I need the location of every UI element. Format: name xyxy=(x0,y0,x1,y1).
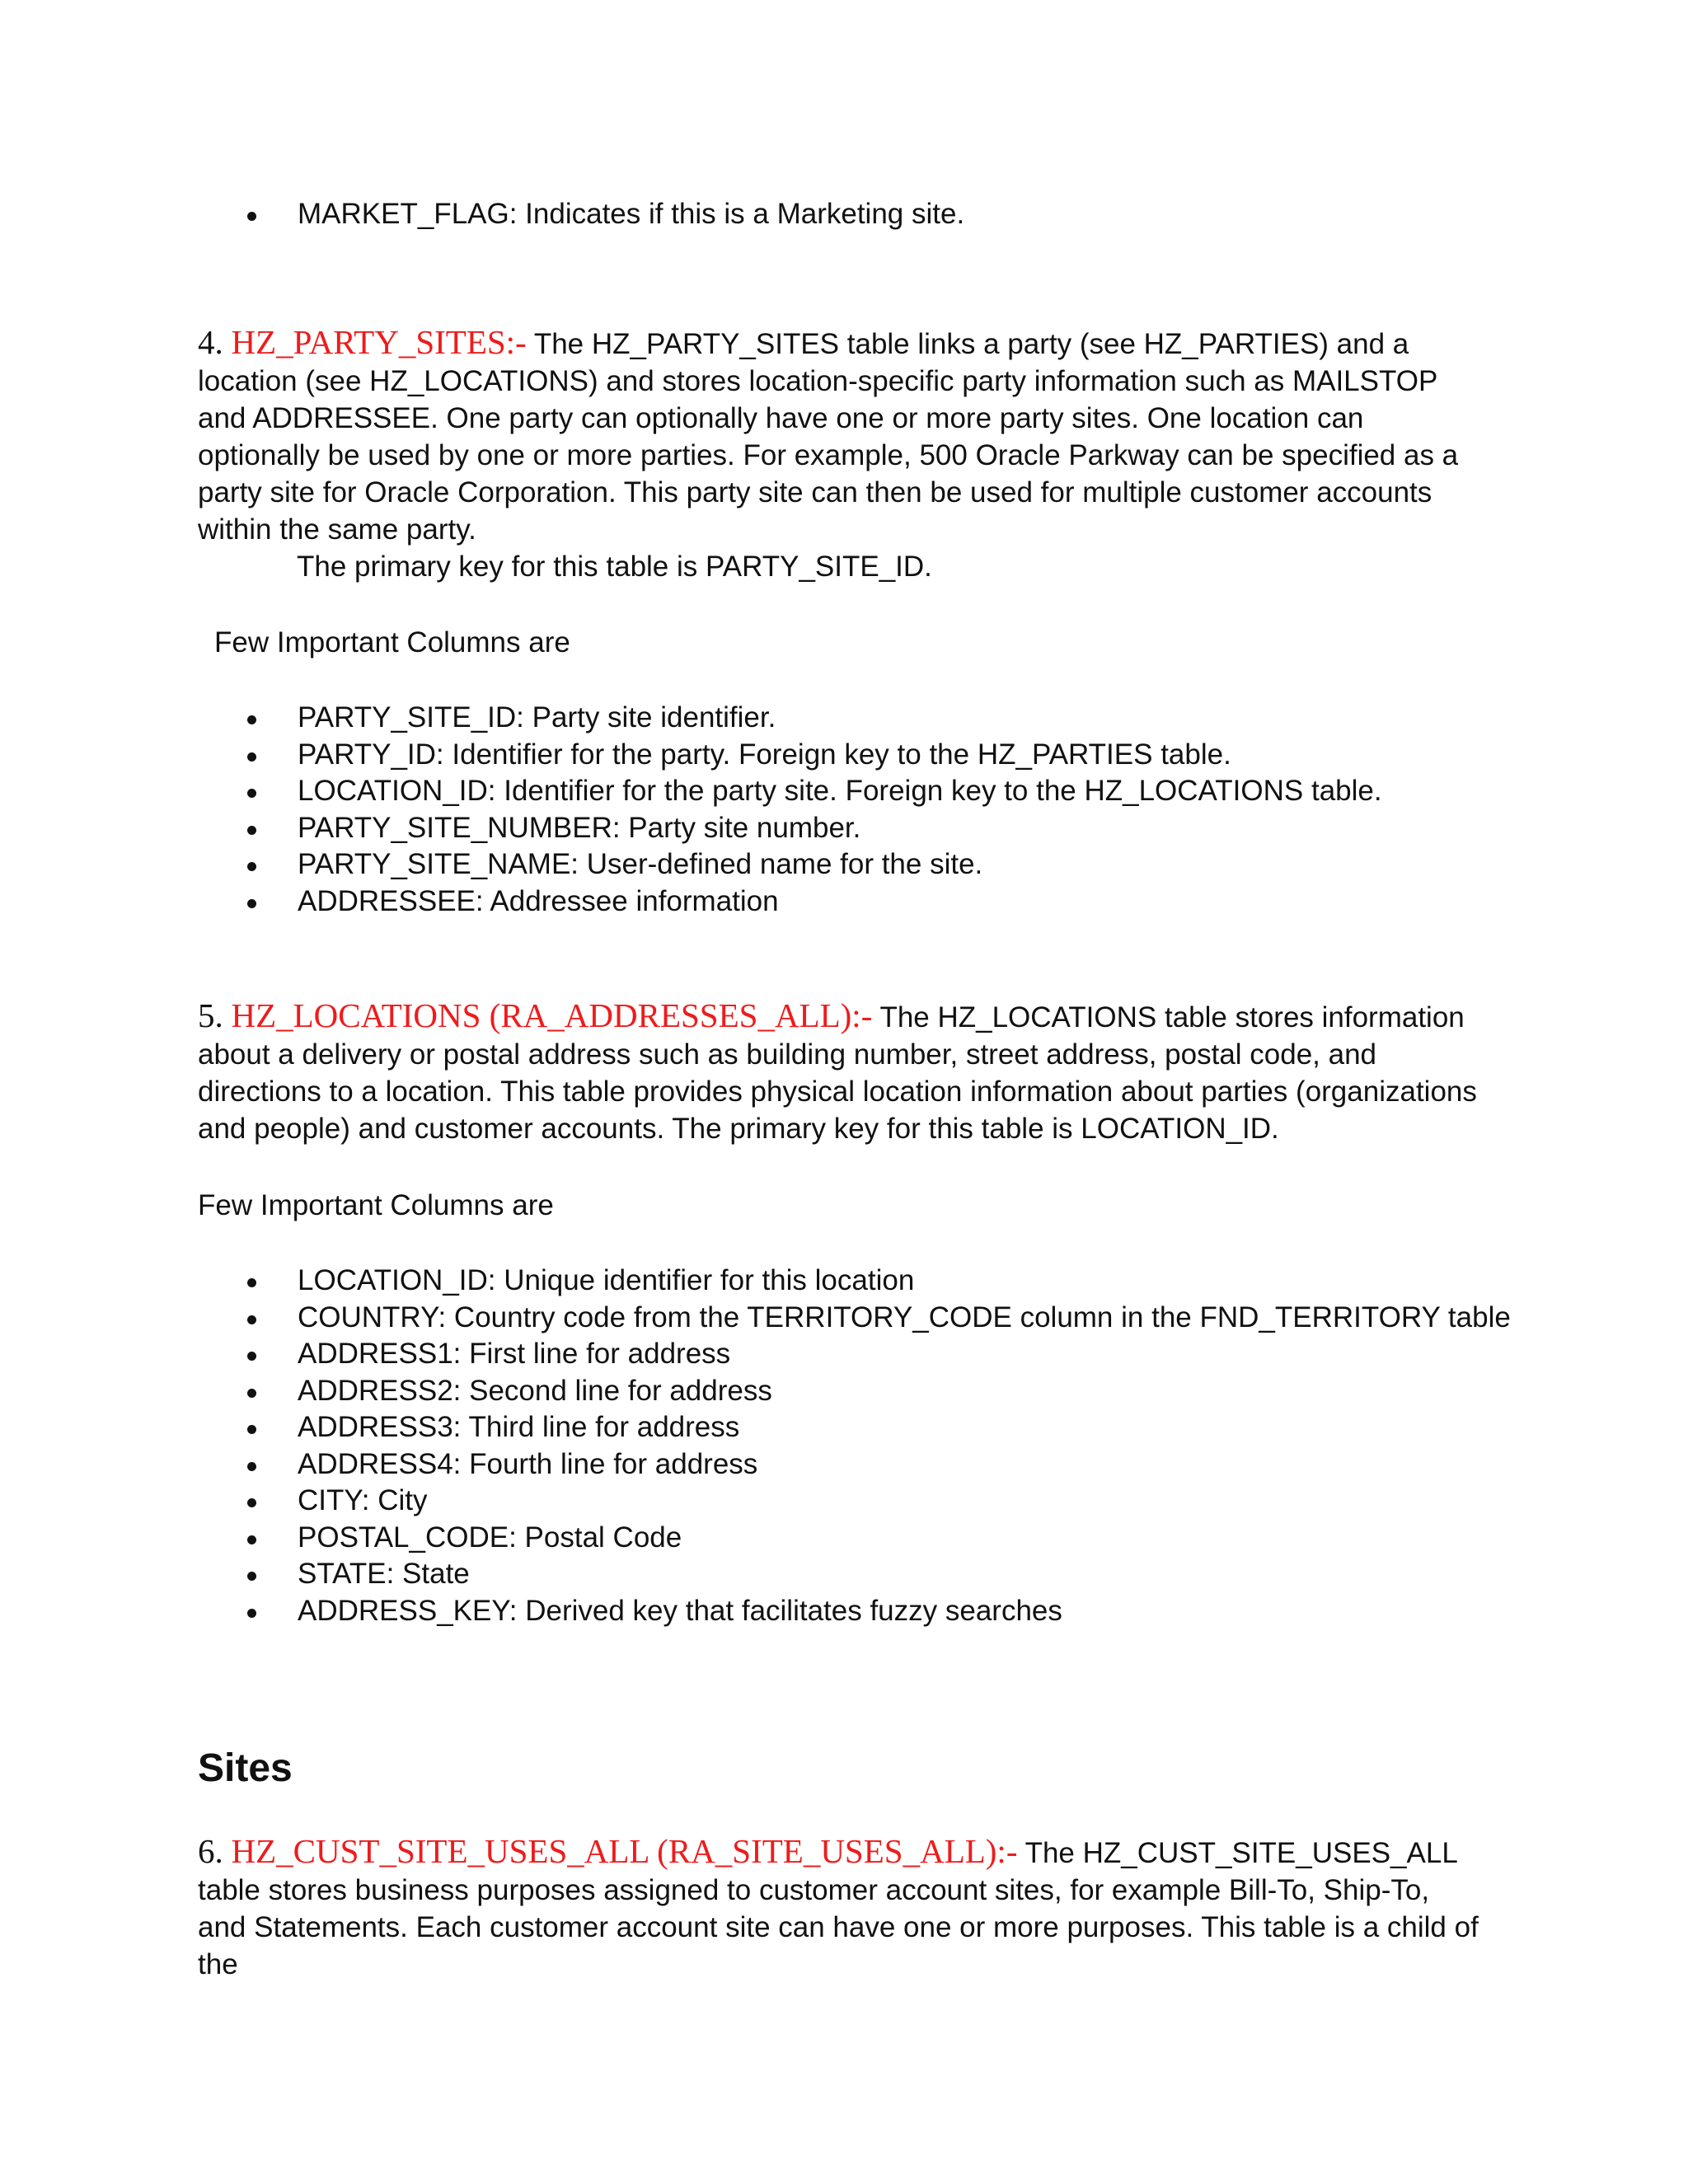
section-6-paragraph xyxy=(198,1833,1484,1983)
section-6-table-name: HZ_CUST_SITE_USES_ALL (RA_SITE_USES_ALL):- xyxy=(231,1832,1018,1870)
list-item: ADDRESS2: Second line for address xyxy=(198,1373,1511,1410)
section-4-description: The HZ_PARTY_SITES table links a party (see HZ_PARTIES) and a location (see HZ_LOCATIONS) and stores location-specific party information such as MAILSTOP and ADDRESSEE. One party can optionally have one or more party sites. One location can optionally be used by one or more parties. For example, 500 Oracle Parkway can be specified as a party site for Oracle Corporation. This party site can then be used for multiple customer accounts within the same party. xyxy=(198,328,1459,546)
list-item: PARTY_ID: Identifier for the party. Foreign key to the HZ_PARTIES table. xyxy=(198,737,1382,774)
section-5-column-list xyxy=(198,1263,1511,1629)
list-item: MARKET_FLAG: Indicates if this is a Marketing site. xyxy=(198,196,964,233)
list-item: ADDRESS_KEY: Derived key that facilitates fuzzy searches xyxy=(198,1593,1511,1630)
list-item: COUNTRY: Country code from the TERRITORY_CODE column in the FND_TERRITORY table xyxy=(198,1300,1511,1337)
list-item: PARTY_SITE_ID: Party site identifier. xyxy=(198,700,1382,737)
section-5-description: The HZ_LOCATIONS table stores information about a delivery or postal address such as building number, street address, postal code, and directions to a location. This table provides physical location information about parties (organizations and people) and customer accounts. The primary key for this table is LOCATION_ID. xyxy=(198,1001,1477,1145)
list-item: POSTAL_CODE: Postal Code xyxy=(198,1520,1511,1557)
list-item: ADDRESS3: Third line for address xyxy=(198,1409,1511,1446)
list-item: CITY: City xyxy=(198,1483,1511,1520)
list-item: LOCATION_ID: Unique identifier for this location xyxy=(198,1263,1511,1300)
list-item: ADDRESS4: Fourth line for address xyxy=(198,1446,1511,1483)
section-6-number: 6. xyxy=(198,1832,223,1870)
list-item: PARTY_SITE_NAME: User-defined name for the site. xyxy=(198,846,1382,883)
section-4-paragraph xyxy=(198,324,1484,548)
section-5-table-name: HZ_LOCATIONS (RA_ADDRESSES_ALL):- xyxy=(231,996,873,1034)
section-4-columns-label: Few Important Columns are xyxy=(214,626,570,658)
list-item: LOCATION_ID: Identifier for the party site. Foreign key to the HZ_LOCATIONS table. xyxy=(198,773,1382,810)
list-item: PARTY_SITE_NUMBER: Party site number. xyxy=(198,810,1382,847)
section-5-number: 5. xyxy=(198,996,223,1034)
list-item: STATE: State xyxy=(198,1556,1511,1593)
list-item: ADDRESS1: First line for address xyxy=(198,1336,1511,1373)
top-bullet-list xyxy=(198,196,964,233)
section-4-table-name: HZ_PARTY_SITES:- xyxy=(231,323,527,361)
sites-heading: Sites xyxy=(198,1746,293,1790)
section-5-paragraph xyxy=(198,997,1484,1147)
section-4-column-list xyxy=(198,700,1382,920)
list-item: ADDRESSEE: Addressee information xyxy=(198,883,1382,921)
section-4-number: 4. xyxy=(198,323,223,361)
section-6-description: The HZ_CUST_SITE_USES_ALL table stores business purposes assigned to customer account sites, for example Bill-To, Ship-To, and Statements. Each customer account site can have one or more purposes. This table is a child of the xyxy=(198,1837,1479,1980)
section-5-columns-label: Few Important Columns are xyxy=(198,1189,554,1221)
section-4-primary-key: The primary key for this table is PARTY_SITE_ID. xyxy=(297,551,932,583)
